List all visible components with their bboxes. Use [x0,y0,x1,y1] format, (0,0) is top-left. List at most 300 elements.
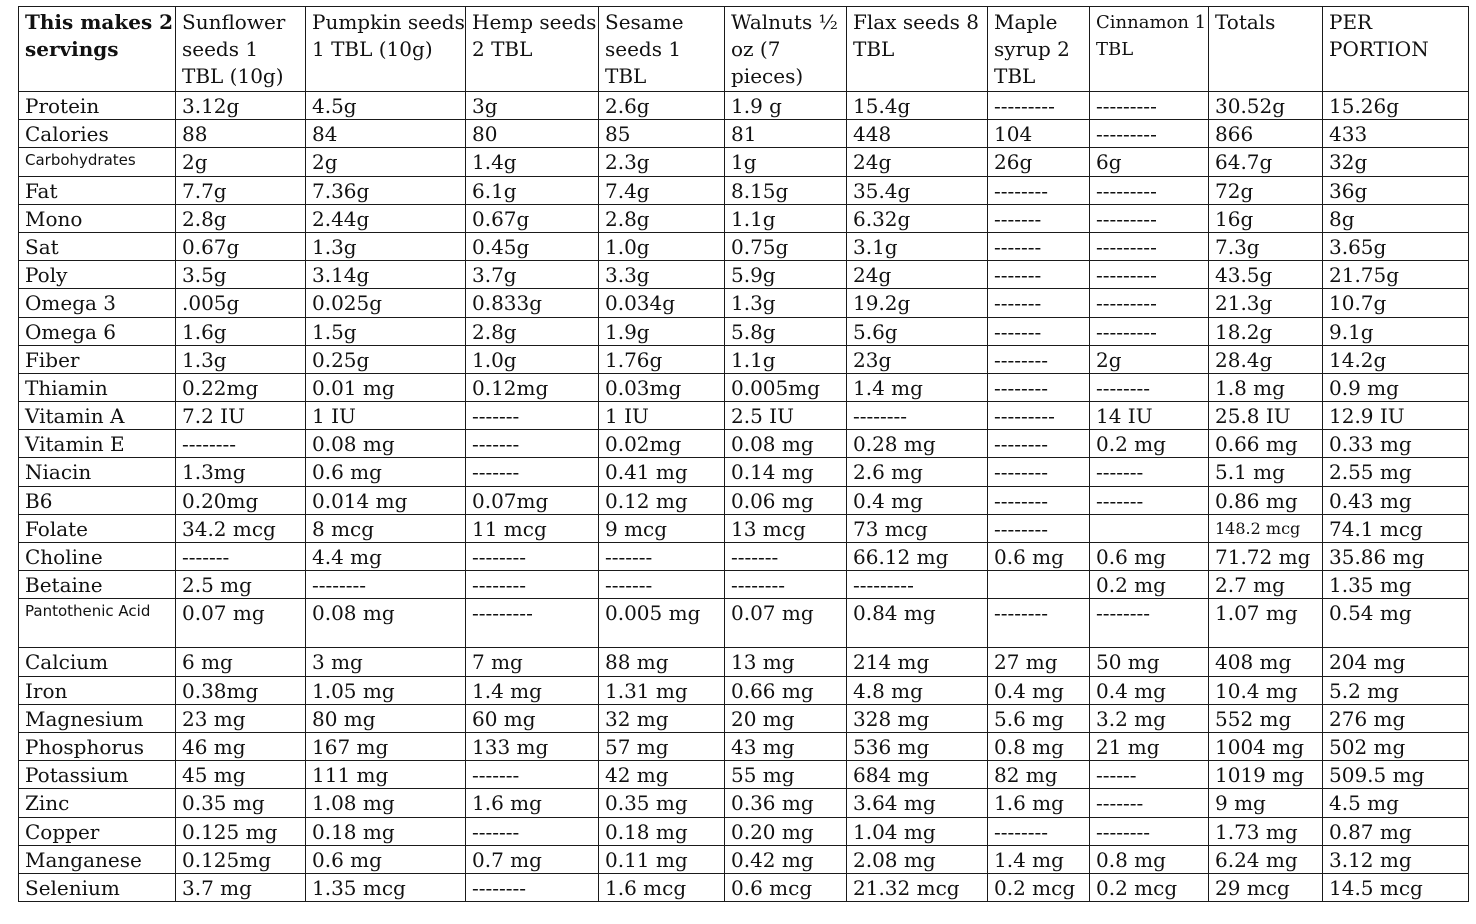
table-cell: 35.4g [847,176,988,204]
table-cell: 1.3mg [176,458,306,486]
table-cell: 2.8g [176,204,306,232]
table-cell: 16g [1209,204,1323,232]
table-cell: 81 [725,120,847,148]
table-cell: 1.1g [725,204,847,232]
table-cell: 6.24 mg [1209,845,1323,873]
table-cell: 1.0g [599,232,725,260]
table-cell: -------- [1090,817,1209,845]
table-cell: 0.01 mg [306,373,466,401]
table-row [19,204,1469,232]
table-cell: 3.64 mg [847,789,988,817]
table-cell: 0.08 mg [725,430,847,458]
table-cell: 1.5g [306,317,466,345]
table-cell: 502 mg [1323,732,1469,760]
nutrition-table [18,6,1469,902]
table-cell: 7 mg [466,648,599,676]
table-cell: --------- [466,599,599,648]
table-row [19,817,1469,845]
table-cell: 4.4 mg [306,543,466,571]
table-cell: -------- [176,430,306,458]
row-label: B6 [19,486,176,514]
table-cell: 3.12g [176,92,306,120]
table-cell: 0.014 mg [306,486,466,514]
table-cell: 27 mg [988,648,1090,676]
table-cell: 0.22mg [176,373,306,401]
table-cell: ------- [176,543,306,571]
table-cell: -------- [988,458,1090,486]
row-label: Omega 3 [19,289,176,317]
table-cell: 3.12 mg [1323,845,1469,873]
header-totals: Totals [1209,7,1323,92]
table-cell: 1.1g [725,345,847,373]
row-label: Fiber [19,345,176,373]
table-row [19,599,1469,648]
table-cell: ------- [988,261,1090,289]
table-cell: 1.6 mg [466,789,599,817]
row-label: Vitamin A [19,402,176,430]
table-cell: 0.2 mcg [1090,873,1209,901]
table-cell: 0.28 mg [847,430,988,458]
table-cell: 0.6 mg [988,543,1090,571]
table-cell: -------- [466,543,599,571]
table-cell: 0.25g [306,345,466,373]
row-label: Choline [19,543,176,571]
table-cell: 2.55 mg [1323,458,1469,486]
header-walnuts: Walnuts ½ oz (7 pieces) [725,7,847,92]
table-cell: 74.1 mcg [1323,514,1469,542]
table-cell: 14.2g [1323,345,1469,373]
table-cell: 8.15g [725,176,847,204]
table-cell: 0.005mg [725,373,847,401]
table-row [19,789,1469,817]
table-cell: 2.3g [599,148,725,176]
table-cell: 1.76g [599,345,725,373]
table-cell: 50 mg [1090,648,1209,676]
table-cell: --------- [1090,204,1209,232]
table-cell: 1.05 mg [306,676,466,704]
table-cell: 214 mg [847,648,988,676]
table-cell: 7.4g [599,176,725,204]
table-row [19,120,1469,148]
row-label: Vitamin E [19,430,176,458]
table-cell: -------- [466,873,599,901]
table-cell: 148.2 mcg [1209,514,1323,542]
table-cell: 13 mg [725,648,847,676]
table-cell: 0.9 mg [1323,373,1469,401]
table-cell: 88 mg [599,648,725,676]
table-cell: 0.6 mcg [725,873,847,901]
table-row [19,430,1469,458]
table-cell: 0.2 mg [1090,430,1209,458]
nutrition-document [18,6,1468,902]
table-cell: 24g [847,261,988,289]
table-cell: 3g [466,92,599,120]
row-label: Poly [19,261,176,289]
table-cell: 133 mg [466,732,599,760]
table-cell: --------- [1090,261,1209,289]
table-cell: 2.44g [306,204,466,232]
table-cell: ------- [599,543,725,571]
header-sesame: Sesame seeds 1 TBL [599,7,725,92]
row-label: Phosphorus [19,732,176,760]
table-cell: -------- [1090,373,1209,401]
table-cell: ------- [466,817,599,845]
table-row [19,845,1469,873]
table-row [19,148,1469,176]
table-cell: 84 [306,120,466,148]
table-row [19,261,1469,289]
table-row [19,289,1469,317]
table-cell: 1g [725,148,847,176]
table-cell: 3.3g [599,261,725,289]
table-cell: 167 mg [306,732,466,760]
table-cell: -------- [988,514,1090,542]
table-cell [988,571,1090,599]
table-cell: --------- [1090,232,1209,260]
table-cell: 2g [1090,345,1209,373]
table-cell: 0.7 mg [466,845,599,873]
table-cell: 0.84 mg [847,599,988,648]
table-row [19,345,1469,373]
table-cell: 0.42 mg [725,845,847,873]
table-cell: 28.4g [1209,345,1323,373]
table-cell: 8 mcg [306,514,466,542]
table-cell: 0.18 mg [599,817,725,845]
table-cell: 866 [1209,120,1323,148]
table-cell: 1.4 mg [988,845,1090,873]
table-cell: 1 IU [599,402,725,430]
table-cell: 3.7 mg [176,873,306,901]
table-cell: 0.07mg [466,486,599,514]
table-cell: ------- [988,232,1090,260]
table-cell: 19.2g [847,289,988,317]
table-cell: 111 mg [306,761,466,789]
table-cell: -------- [847,402,988,430]
table-cell: 42 mg [599,761,725,789]
table-cell: 60 mg [466,704,599,732]
table-row [19,761,1469,789]
table-cell: --------- [988,402,1090,430]
table-cell: -------- [988,373,1090,401]
table-cell: 15.26g [1323,92,1469,120]
table-cell: 0.35 mg [176,789,306,817]
table-cell: 24g [847,148,988,176]
table-cell: 0.07 mg [176,599,306,648]
table-cell: --------- [1090,92,1209,120]
row-label: Betaine [19,571,176,599]
table-cell: 276 mg [1323,704,1469,732]
table-cell: 0.86 mg [1209,486,1323,514]
table-cell: 0.08 mg [306,599,466,648]
table-cell: 0.02mg [599,430,725,458]
table-cell: -------- [466,571,599,599]
table-cell: 2.5 IU [725,402,847,430]
table-cell: -------- [1090,599,1209,648]
table-cell: 5.6 mg [988,704,1090,732]
table-cell: 1.4g [466,148,599,176]
table-cell: 1.0g [466,345,599,373]
table-cell: 0.67g [466,204,599,232]
table-cell: 0.8 mg [1090,845,1209,873]
table-cell: 1.35 mg [1323,571,1469,599]
table-row [19,648,1469,676]
table-cell: 2g [306,148,466,176]
table-cell: --------- [1090,289,1209,317]
table-cell: ------- [466,430,599,458]
table-cell: 0.125 mg [176,817,306,845]
table-cell: 0.66 mg [1209,430,1323,458]
table-cell: 57 mg [599,732,725,760]
table-row [19,543,1469,571]
table-cell: 25.8 IU [1209,402,1323,430]
table-cell: 104 [988,120,1090,148]
table-cell: -------- [988,599,1090,648]
table-cell: 73 mcg [847,514,988,542]
table-cell: 6.1g [466,176,599,204]
table-cell: 5.9g [725,261,847,289]
table-cell: -------- [988,345,1090,373]
table-cell: 0.41 mg [599,458,725,486]
table-cell: 7.2 IU [176,402,306,430]
table-cell: 64.7g [1209,148,1323,176]
row-label: Selenium [19,873,176,901]
table-cell: 536 mg [847,732,988,760]
table-cell: 0.2 mcg [988,873,1090,901]
header-pumpkin: Pumpkin seeds 1 TBL (10g) [306,7,466,92]
table-row [19,732,1469,760]
table-row [19,92,1469,120]
table-cell: 15.4g [847,92,988,120]
table-cell: 21 mg [1090,732,1209,760]
table-cell: 11 mcg [466,514,599,542]
table-cell: ------- [1090,486,1209,514]
table-row [19,873,1469,901]
table-cell: 2.8g [466,317,599,345]
table-cell: 1.3g [306,232,466,260]
table-cell: 80 mg [306,704,466,732]
table-cell: .005g [176,289,306,317]
table-cell: 2.6g [599,92,725,120]
table-cell: 3.2 mg [1090,704,1209,732]
row-label: Carbohydrates [19,148,176,176]
table-cell: 32g [1323,148,1469,176]
table-cell: -------- [988,486,1090,514]
table-cell: 433 [1323,120,1469,148]
row-label: Calcium [19,648,176,676]
table-row [19,232,1469,260]
table-cell: 204 mg [1323,648,1469,676]
table-cell: 5.8g [725,317,847,345]
table-cell: 2.7 mg [1209,571,1323,599]
table-cell: 1.3g [176,345,306,373]
table-cell: 1.6 mcg [599,873,725,901]
table-cell: 46 mg [176,732,306,760]
table-cell: 55 mg [725,761,847,789]
table-cell: 0.18 mg [306,817,466,845]
row-label: Manganese [19,845,176,873]
table-cell: 72g [1209,176,1323,204]
table-cell: 2.08 mg [847,845,988,873]
table-cell: --------- [847,571,988,599]
header-row [19,7,1469,92]
table-cell: 7.3g [1209,232,1323,260]
table-cell: 3.1g [847,232,988,260]
table-cell: 1.07 mg [1209,599,1323,648]
table-cell: 32 mg [599,704,725,732]
table-cell: 12.9 IU [1323,402,1469,430]
table-cell: 0.43 mg [1323,486,1469,514]
table-cell: 1.8 mg [1209,373,1323,401]
table-cell: 2.8g [599,204,725,232]
table-cell: 36g [1323,176,1469,204]
table-cell: 45 mg [176,761,306,789]
table-cell: 0.54 mg [1323,599,1469,648]
table-cell: 552 mg [1209,704,1323,732]
table-cell: ------- [988,289,1090,317]
table-cell: 9.1g [1323,317,1469,345]
table-row [19,176,1469,204]
table-cell: 1.6 mg [988,789,1090,817]
table-cell: 5.6g [847,317,988,345]
table-cell: 0.125mg [176,845,306,873]
table-cell: 0.36 mg [725,789,847,817]
table-cell: 0.833g [466,289,599,317]
table-cell: 3.65g [1323,232,1469,260]
table-cell: 26g [988,148,1090,176]
table-cell: 328 mg [847,704,988,732]
table-cell: 4.8 mg [847,676,988,704]
header-servings: This makes 2 servings [19,7,176,92]
table-cell: --------- [1090,176,1209,204]
table-row [19,486,1469,514]
table-cell: 1019 mg [1209,761,1323,789]
table-cell: 21.3g [1209,289,1323,317]
table-cell: 1.35 mcg [306,873,466,901]
table-row [19,373,1469,401]
table-cell: 0.2 mg [1090,571,1209,599]
table-cell: 0.87 mg [1323,817,1469,845]
table-cell: 0.20mg [176,486,306,514]
table-cell: 6 mg [176,648,306,676]
table-cell: 0.6 mg [306,845,466,873]
table-cell: 1.6g [176,317,306,345]
header-flax: Flax seeds 8 TBL [847,7,988,92]
table-cell: 0.45g [466,232,599,260]
table-cell: 0.8 mg [988,732,1090,760]
table-cell: 0.4 mg [847,486,988,514]
table-cell: 85 [599,120,725,148]
table-cell: 0.66 mg [725,676,847,704]
table-cell: 0.005 mg [599,599,725,648]
table-cell: 14.5 mcg [1323,873,1469,901]
row-label: Thiamin [19,373,176,401]
table-cell: ------- [988,317,1090,345]
table-cell: 0.67g [176,232,306,260]
table-cell: 0.38mg [176,676,306,704]
table-row [19,704,1469,732]
table-row [19,514,1469,542]
table-cell: 10.4 mg [1209,676,1323,704]
table-cell: 7.36g [306,176,466,204]
table-cell: 2.5 mg [176,571,306,599]
table-cell: 0.07 mg [725,599,847,648]
table-cell: 82 mg [988,761,1090,789]
table-cell: 88 [176,120,306,148]
row-label: Pantothenic Acid [19,599,176,648]
table-cell: 7.7g [176,176,306,204]
table-cell: 0.35 mg [599,789,725,817]
header-maple: Maple syrup 2 TBL [988,7,1090,92]
table-cell: 8g [1323,204,1469,232]
table-cell: -------- [988,430,1090,458]
table-cell: --------- [1090,120,1209,148]
table-cell: 1.4 mg [847,373,988,401]
table-cell: -------- [725,571,847,599]
table-cell: 43.5g [1209,261,1323,289]
table-cell: -------- [988,817,1090,845]
table-cell: 1.08 mg [306,789,466,817]
table-row [19,571,1469,599]
table-cell: 23g [847,345,988,373]
table-cell: 448 [847,120,988,148]
row-label: Magnesium [19,704,176,732]
table-cell: 1.04 mg [847,817,988,845]
table-cell: 0.4 mg [1090,676,1209,704]
table-cell: ------ [1090,761,1209,789]
table-cell: 71.72 mg [1209,543,1323,571]
row-label: Copper [19,817,176,845]
table-body [19,92,1469,902]
table-row [19,402,1469,430]
table-cell: 10.7g [1323,289,1469,317]
table-cell: 0.6 mg [306,458,466,486]
row-label: Potassium [19,761,176,789]
table-cell: -------- [988,176,1090,204]
table-cell: 9 mcg [599,514,725,542]
table-cell: 0.03mg [599,373,725,401]
table-cell: 13 mcg [725,514,847,542]
table-cell: 20 mg [725,704,847,732]
table-cell: 1.3g [725,289,847,317]
table-cell: 3.5g [176,261,306,289]
table-cell: 1.9 g [725,92,847,120]
table-cell: ------- [1090,789,1209,817]
table-cell: 0.33 mg [1323,430,1469,458]
table-cell: 1 IU [306,402,466,430]
table-cell: 1.31 mg [599,676,725,704]
table-cell: 2.6 mg [847,458,988,486]
table-cell: 0.025g [306,289,466,317]
table-cell: 0.4 mg [988,676,1090,704]
table-cell: ------- [725,543,847,571]
row-label: Fat [19,176,176,204]
row-label: Sat [19,232,176,260]
table-row [19,317,1469,345]
table-cell: 0.11 mg [599,845,725,873]
table-cell: -------- [306,571,466,599]
table-cell: 1.4 mg [466,676,599,704]
table-cell: 408 mg [1209,648,1323,676]
table-cell: 0.12mg [466,373,599,401]
row-label: Omega 6 [19,317,176,345]
table-cell: 21.75g [1323,261,1469,289]
table-cell: 23 mg [176,704,306,732]
row-label: Iron [19,676,176,704]
table-row [19,676,1469,704]
table-cell: 1.73 mg [1209,817,1323,845]
table-cell: 0.75g [725,232,847,260]
table-cell: 684 mg [847,761,988,789]
